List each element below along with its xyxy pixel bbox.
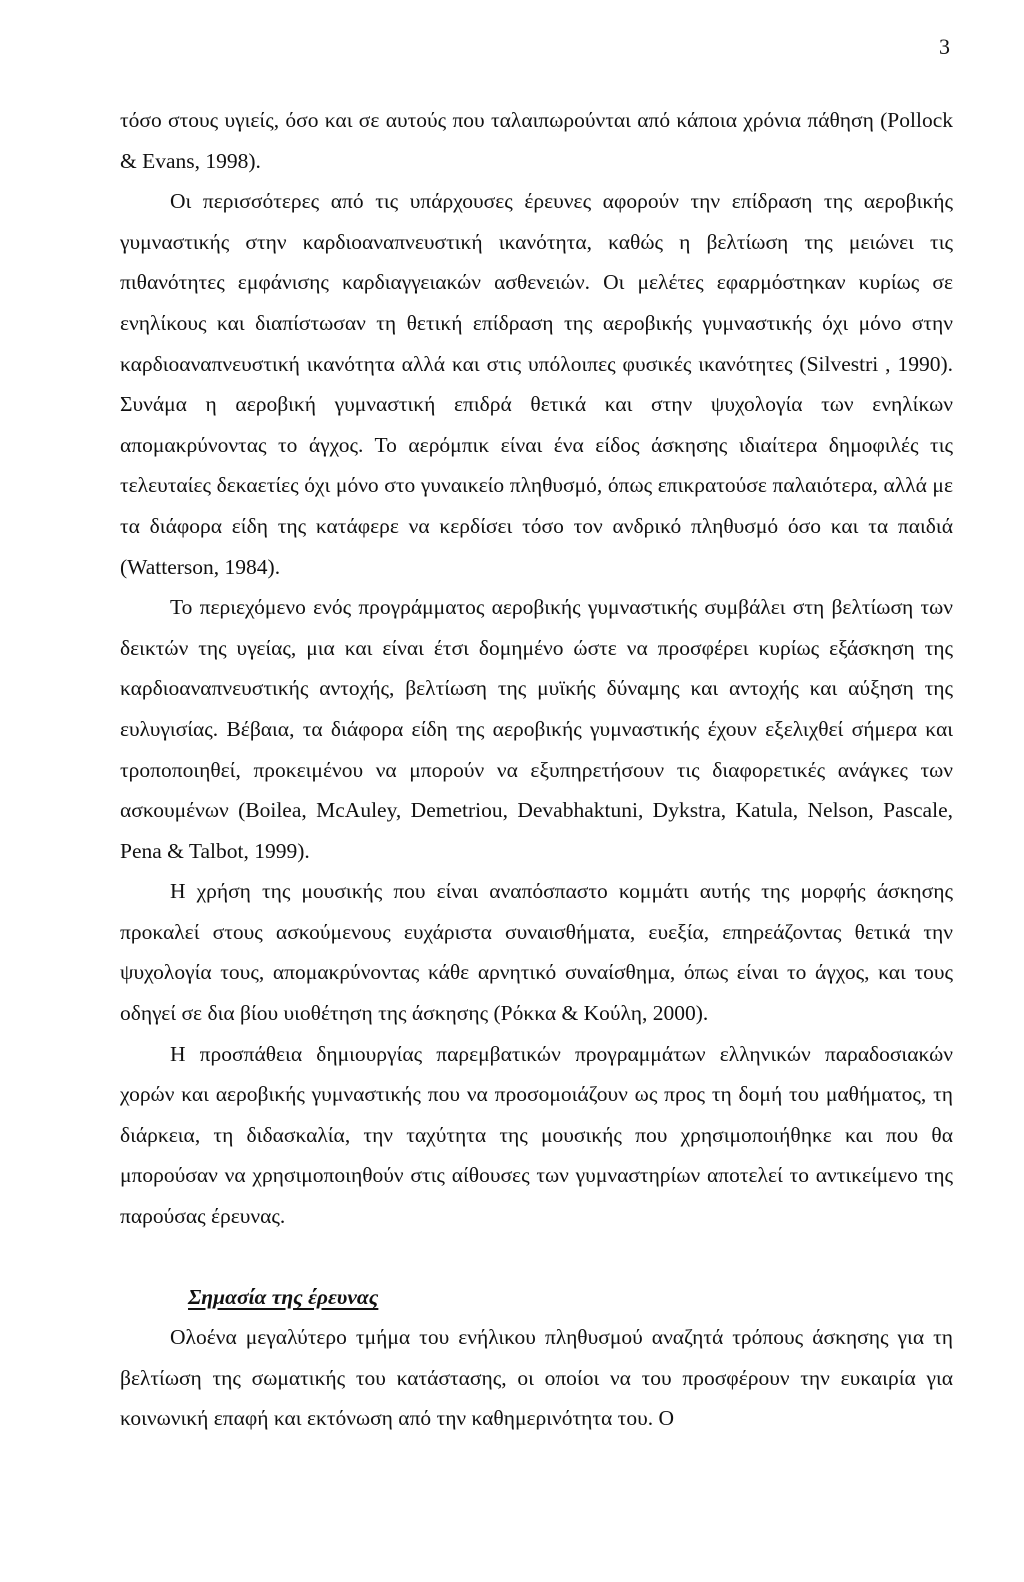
- document-body: [120, 100, 953, 1439]
- paragraph-significance: Ολοένα μεγαλύτερο τμήμα του ενήλικου πληθυσμού αναζητά τρόπους άσκησης για τη βελτίωση της σωματικής του κατάστασης, οι οποίοι να του προσφέρουν την ευκαιρία για κοινωνική επαφή και εκτόνωση από την καθημερινότητα του. Ο: [120, 1325, 953, 1431]
- paragraph-aerobic-research: Οι περισσότερες από τις υπάρχουσες έρευνες αφορούν την επίδραση της αεροβικής γυμναστικής στην καρδιοαναπνευστική ικανότητα, καθώς η βελτίωση της μειώνει τις πιθανότητες εμφάνισης καρδιαγγειακών ασθενειών. Οι μελέτες εφαρμόστηκαν κυρίως σε ενηλίκους και διαπίστωσαν τη θετική επίδραση της αεροβικής γυμναστικής όχι μόνο στην καρδιοαναπνευστική ικανότητα αλλά και στις υπόλοιπες φυσικές ικανότητες (Silvestri , 1990). Συνάμα η αεροβική γυμναστική επιδρά θετικά και στην ψυχολογία των ενηλίκων απομακρύνοντας το άγχος. Το αερόμπικ είναι ένα είδος άσκησης ιδιαίτερα δημοφιλές τις τελευταίες δεκαετίες όχι μόνο στο γυναικείο πληθυσμό, όπως επικρατούσε παλαιότερα, αλλά με τα διάφορα είδη της κατάφερε να κερδίσει τόσο τον ανδρικό πληθυσμό όσο και τα παιδιά (Watterson, 1984).: [120, 189, 953, 579]
- paragraph-program-content: Το περιεχόμενο ενός προγράμματος αεροβικής γυμναστικής συμβάλει στη βελτίωση των δεικτών της υγείας, μια και είναι έτσι δομημένο ώστε να προσφέρει κυρίως εξάσκηση της καρδιοαναπνευστικής αντοχής, βελτίωση της μυϊκής δύναμης και αντοχής και αύξηση της ευλυγισίας. Βέβαια, τα διάφορα είδη της αεροβικής γυμναστικής έχουν εξελιχθεί σήμερα και τροποποιηθεί, προκειμένου να μπορούν να εξυπηρετήσουν τις διαφορετικές ανάγκες των ασκουμένων (Boilea, McAuley, Demetriou, Devabhaktuni, Dykstra, Katula, Nelson, Pascale, Pena & Talbot, 1999).: [120, 595, 953, 863]
- paragraph-music-use: Η χρήση της μουσικής που είναι αναπόσπαστο κομμάτι αυτής της μορφής άσκησης προκαλεί στους ασκούμενους ευχάριστα συναισθήματα, ευεξία, επηρεάζοντας θετικά την ψυχολογία τους, απομακρύνοντας κάθε αρνητικό συναίσθημα, όπως είναι το άγχος, και τους οδηγεί σε δια βίου υιοθέτηση της άσκησης (Ρόκκα & Κούλη, 2000).: [120, 879, 953, 1026]
- paragraph-research-goal: Η προσπάθεια δημιουργίας παρεμβατικών προγραμμάτων ελληνικών παραδοσιακών χορών και αεροβικής γυμναστικής που να προσομοιάζουν ως προς τη δομή του μαθήματος, τη διάρκεια, τη διδασκαλία, την ταχύτητα της μουσικής που χρησιμοποιήθηκε και που θα μπορούσαν να χρησιμοποιηθούν στις αίθουσες των γυμναστηρίων αποτελεί το αντικείμενο της παρούσας έρευνας.: [120, 1041, 953, 1229]
- section-heading: Σημασία της έρευνας: [188, 1284, 379, 1309]
- page-number: 3: [939, 34, 950, 59]
- paragraph-continuation: τόσο στους υγιείς, όσο και σε αυτούς που ταλαιπωρούνται από κάποια χρόνια πάθηση (Pollock & Evans, 1998).: [120, 108, 953, 173]
